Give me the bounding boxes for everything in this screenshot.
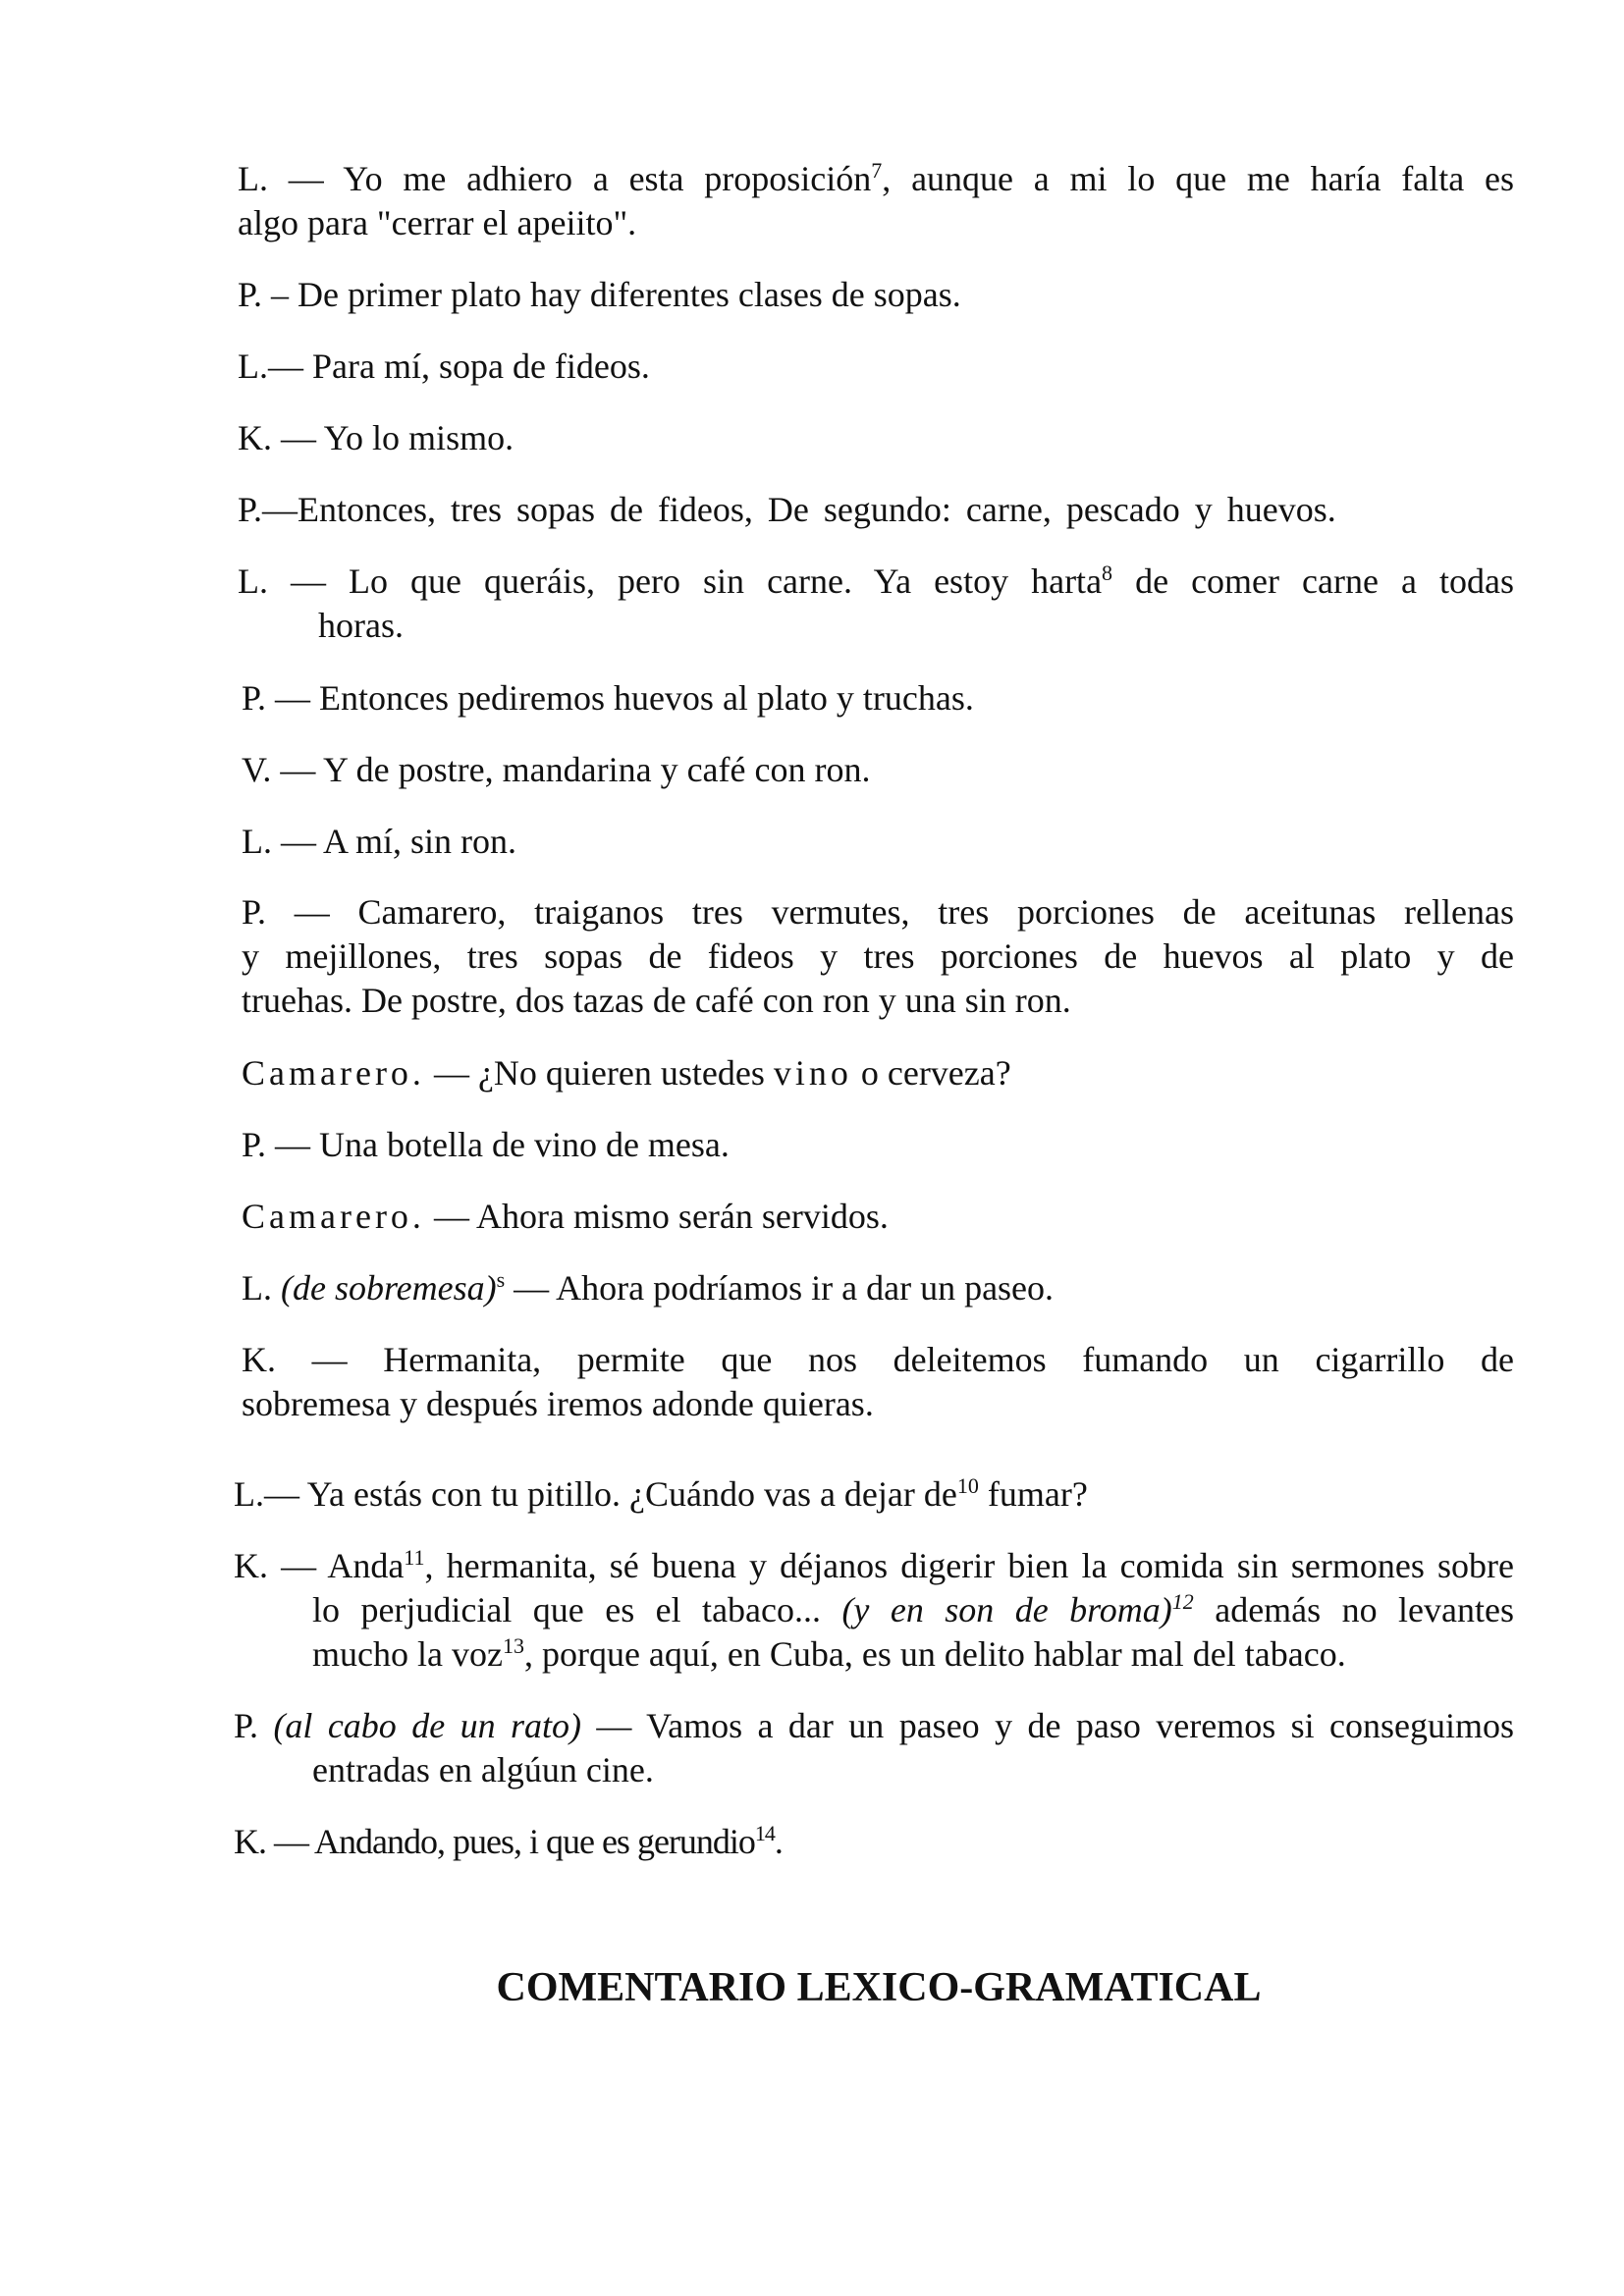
stage-direction: (y en son de broma) — [841, 1590, 1172, 1629]
section-heading: COMENTARIO LEXICO-GRAMATICAL — [496, 1965, 1262, 2010]
line-text: P. — Camarero, traiganos tres vermutes, tres porciones de aceitunas rellenas — [242, 892, 1514, 932]
dialogue-line — [242, 1266, 1514, 1310]
dialogue-line — [234, 1472, 1514, 1517]
dialogue-line — [238, 157, 1514, 245]
footnote-ref: s — [496, 1267, 506, 1292]
line-text: P. — Una botella de vino de mesa. — [242, 1125, 730, 1164]
line-text: K. — Hermanita, permite que nos deleitemos fumando un cigarrillo de — [242, 1340, 1514, 1379]
line-text: y mejillones, tres sopas de fideos y tres porciones de huevos al plato y de — [242, 936, 1514, 976]
line-text: mucho la voz — [312, 1634, 503, 1674]
line-text: L. — A mí, sin ron. — [242, 822, 517, 861]
speaker-name: Camarero. — [242, 1197, 425, 1236]
dialogue-line — [238, 488, 1514, 532]
line-text: L. — Lo que queráis, pero sin carne. Ya estoy harta — [238, 561, 1103, 601]
footnote-ref: 8 — [1102, 561, 1113, 585]
dialogue-line — [234, 1544, 1514, 1677]
line-text: , hermanita, sé buena y déjanos digerir bien la comida sin sermones sobre — [424, 1546, 1514, 1585]
line-text: L.— Ya estás con tu pitillo. ¿Cuándo vas a dejar de — [234, 1474, 957, 1514]
line-text: — Ahora podríamos ir a dar un paseo. — [505, 1268, 1055, 1308]
line-text: algo para "cerrar el apeiito". — [238, 203, 637, 242]
dialogue-line — [242, 748, 1514, 792]
line-text: — ¿No quieren ustedes — [424, 1053, 774, 1093]
line-text: , aunque a mi lo que me haría falta es — [882, 159, 1514, 198]
line-text: fumar? — [978, 1474, 1088, 1514]
dialogue-line — [242, 676, 1514, 721]
line-text: sobremesa y después iremos adonde quieras. — [242, 1384, 874, 1423]
line-text: horas. — [318, 606, 404, 645]
footnote-ref: 13 — [502, 1633, 524, 1658]
line-text: P. — [234, 1706, 274, 1745]
line-text: P.—Entonces, tres sopas de fideos, De segundo: carne, pescado y huevos. — [238, 490, 1336, 529]
dialogue-line — [242, 1338, 1514, 1426]
dialogue-line — [238, 345, 1514, 389]
dialogue-line — [238, 560, 1514, 648]
dialogue-line — [238, 416, 1514, 460]
line-text: , porque aquí, en Cuba, es un delito hablar mal del tabaco. — [523, 1634, 1346, 1674]
line-text: V. — Y de postre, mandarina y café con ron. — [242, 750, 871, 789]
dialogue-line — [238, 273, 1514, 317]
dialogue-line — [234, 1704, 1514, 1792]
line-text: de comer carne a todas — [1112, 561, 1514, 601]
stage-direction: (al cabo de un rato) — [273, 1706, 581, 1745]
footnote-ref: 12 — [1171, 1589, 1194, 1614]
dialogue-line — [242, 1195, 1514, 1239]
dialogue-line — [234, 1820, 1514, 1864]
line-text: además no levantes — [1193, 1590, 1514, 1629]
line-text: vino — [773, 1053, 852, 1093]
stage-direction: (de sobremesa) — [281, 1268, 497, 1308]
dialogue-line — [242, 1123, 1514, 1167]
line-text: K. — Anda — [234, 1546, 405, 1585]
line-text: o cerveza? — [851, 1053, 1011, 1093]
line-text: — Ahora mismo serán servidos. — [424, 1197, 889, 1236]
line-text: P. — Entonces pediremos huevos al plato y truchas. — [242, 678, 974, 718]
line-text: L. — [242, 1268, 281, 1308]
line-text: K. — Yo lo mismo. — [238, 418, 514, 457]
line-text: truehas. De postre, dos tazas de café con ron y una sin ron. — [242, 981, 1071, 1020]
line-text: P. – De primer plato hay diferentes clases de sopas. — [238, 275, 961, 314]
line-text: K. — Andando, pues, i que es gerundio — [234, 1822, 755, 1861]
speaker-name: Camarero. — [242, 1053, 425, 1093]
footnote-ref: 11 — [404, 1545, 425, 1570]
line-text: L.— Para mí, sopa de fideos. — [238, 347, 650, 386]
line-text: . — [774, 1822, 783, 1861]
line-text: — Vamos a dar un paseo y de paso veremos si conseguimos — [581, 1706, 1514, 1745]
footnote-ref: 7 — [871, 158, 883, 183]
line-text: entradas en algúun cine. — [312, 1750, 654, 1789]
footnote-ref: 14 — [754, 1821, 775, 1845]
dialogue-line — [242, 890, 1514, 1023]
footnote-ref: 10 — [956, 1473, 979, 1498]
dialogue-line — [242, 820, 1514, 864]
dialogue-line — [242, 1051, 1514, 1095]
line-text: L. — Yo me adhiero a esta proposición — [238, 159, 872, 198]
line-text: lo perjudicial que es el tabaco... — [312, 1590, 842, 1629]
